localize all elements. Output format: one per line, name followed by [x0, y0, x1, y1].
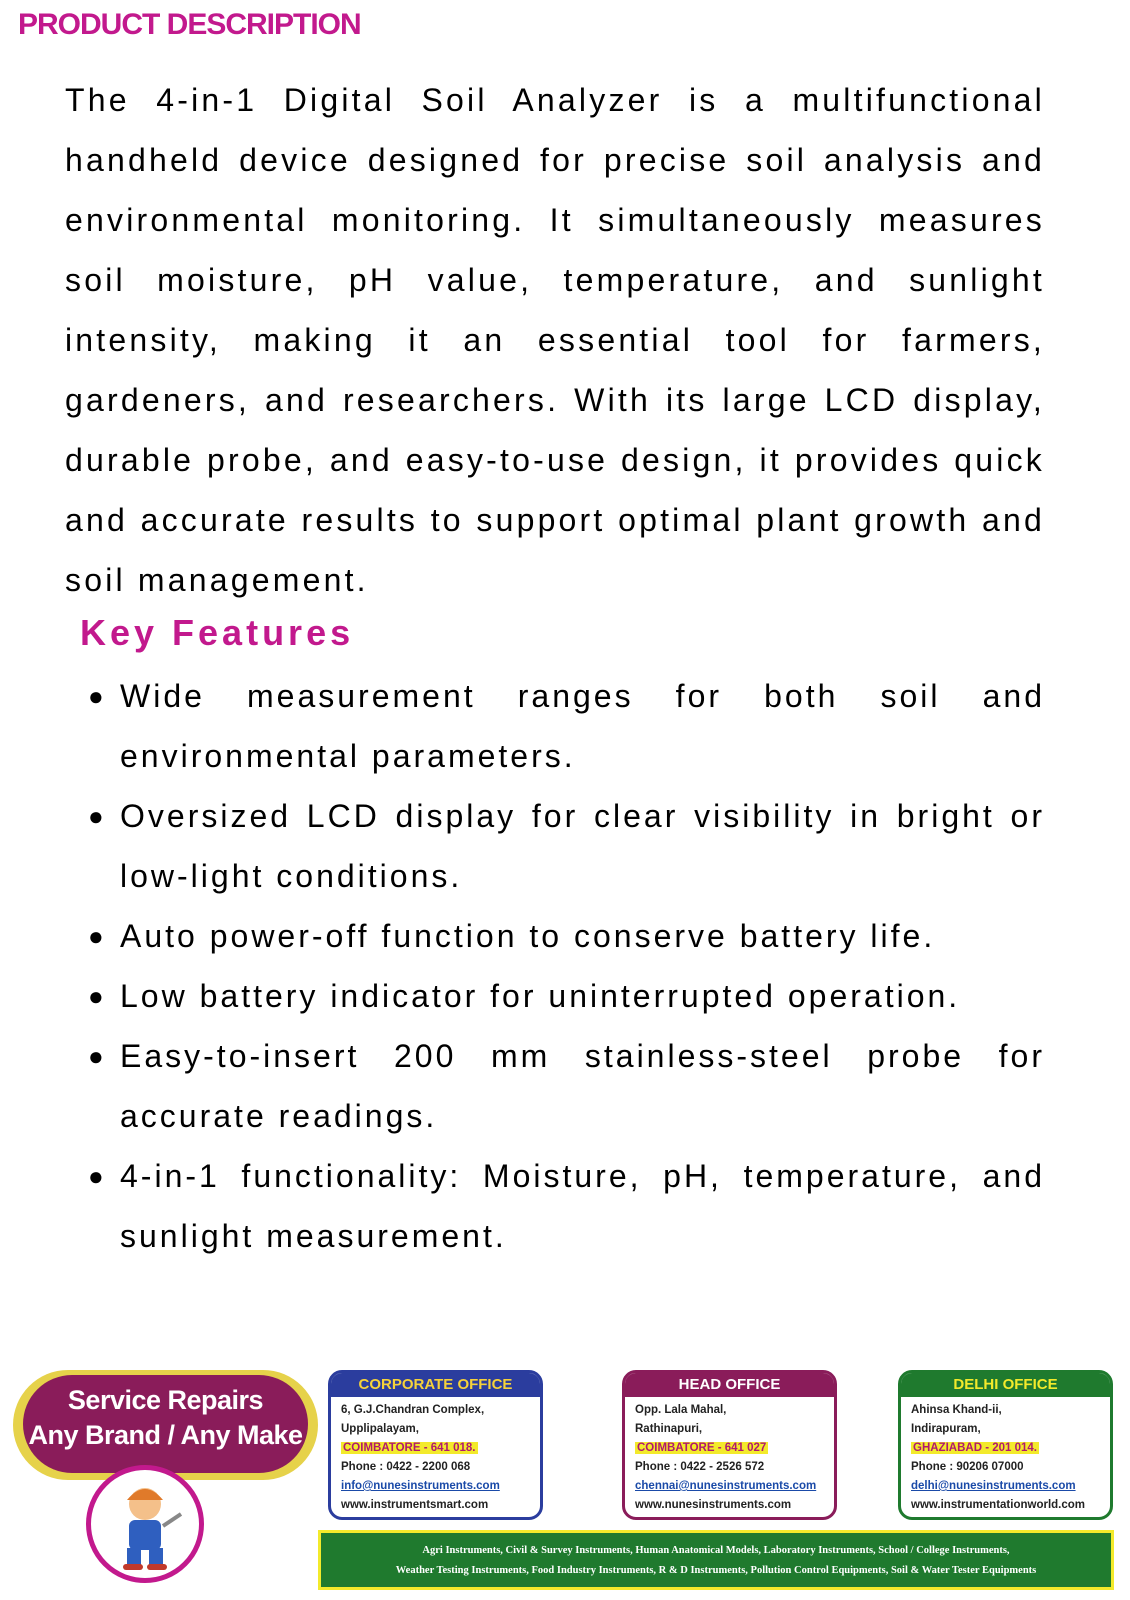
bullet-icon: ● — [88, 1041, 107, 1071]
key-features-list — [88, 666, 1045, 1266]
head-web-link[interactable]: www.nunesinstruments.com — [635, 1499, 792, 1511]
delhi-office-title: DELHI OFFICE — [901, 1373, 1110, 1397]
head-office-card: HEAD OFFICE Opp. Lala Mahal, Rathinapuri, COIMBATORE - 641 027 Phone : 0422 - 2526 572 chennai@nunesinstruments.com www.nunesinstruments.com — [622, 1370, 837, 1520]
product-categories-banner: Agri Instruments, Civil & Survey Instruments, Human Anatomical Models, Laboratory Instruments, School / College Instruments, Weather Testing Instruments, Food Industry Instruments, R & D Instruments, Pollution Control Equipments, Soil & Water Tester Equipments — [318, 1530, 1114, 1590]
head-email-link[interactable]: chennai@nunesinstruments.com — [635, 1480, 817, 1492]
product-description: The 4-in-1 Digital Soil Analyzer is a multifunctional handheld device designed for precise soil analysis and environmental monitoring. It simultaneously measures soil moisture, pH value, temperature, and sunlight intensity, making it an essential tool for farmers, gardeners, and researchers. With its large LCD display, durable probe, and easy-to-use design, it provides quick and accurate results to support optimal plant growth and soil management. — [65, 82, 1045, 598]
delhi-web-link[interactable]: www.instrumentationworld.com — [911, 1499, 1085, 1511]
bullet-icon: ● — [88, 981, 107, 1011]
head-office-title: HEAD OFFICE — [625, 1373, 834, 1397]
bullet-icon: ● — [88, 801, 107, 831]
feature-item: ● Oversized LCD display for clear visibility in bright or low-light conditions. — [88, 786, 1045, 906]
feature-item: ● Easy-to-insert 200 mm stainless-steel probe for accurate readings. — [88, 1026, 1045, 1146]
corporate-office-card: CORPORATE OFFICE 6, G.J.Chandran Complex, Upplipalayam, COIMBATORE - 641 018. Phone : 0422 - 2200 068 info@nunesinstruments.com www.instrumentsmart.com — [328, 1370, 543, 1520]
bullet-icon: ● — [88, 681, 107, 711]
bullet-icon: ● — [88, 1161, 107, 1191]
corporate-email-link[interactable]: info@nunesinstruments.com — [341, 1480, 500, 1492]
corporate-office-title: CORPORATE OFFICE — [331, 1373, 540, 1397]
page-title: PRODUCT DESCRIPTION — [18, 8, 361, 41]
delhi-office-card: DELHI OFFICE Ahinsa Khand-ii, Indirapuram, GHAZIABAD - 201 014. Phone : 90206 07000 delhi@nunesinstruments.com www.instrumentationworld.com — [898, 1370, 1113, 1520]
key-features-heading: Key Features — [80, 612, 355, 653]
feature-item: ● Low battery indicator for uninterrupted operation. — [88, 966, 1045, 1026]
bullet-icon: ● — [88, 921, 107, 951]
delhi-email-link[interactable]: delhi@nunesinstruments.com — [911, 1480, 1076, 1492]
service-line-2: Any Brand / Any Make — [28, 1420, 303, 1450]
mascot-icon — [86, 1465, 204, 1583]
service-line-1: Service Repairs — [67, 1385, 264, 1415]
service-badge — [23, 1375, 308, 1473]
feature-item: ● Wide measurement ranges for both soil and environmental parameters. — [88, 666, 1045, 786]
feature-item: ● Auto power-off function to conserve battery life. — [88, 906, 1045, 966]
corporate-web-link[interactable]: www.instrumentsmart.com — [341, 1499, 489, 1511]
feature-item: ● 4-in-1 functionality: Moisture, pH, temperature, and sunlight measurement. — [88, 1146, 1045, 1266]
